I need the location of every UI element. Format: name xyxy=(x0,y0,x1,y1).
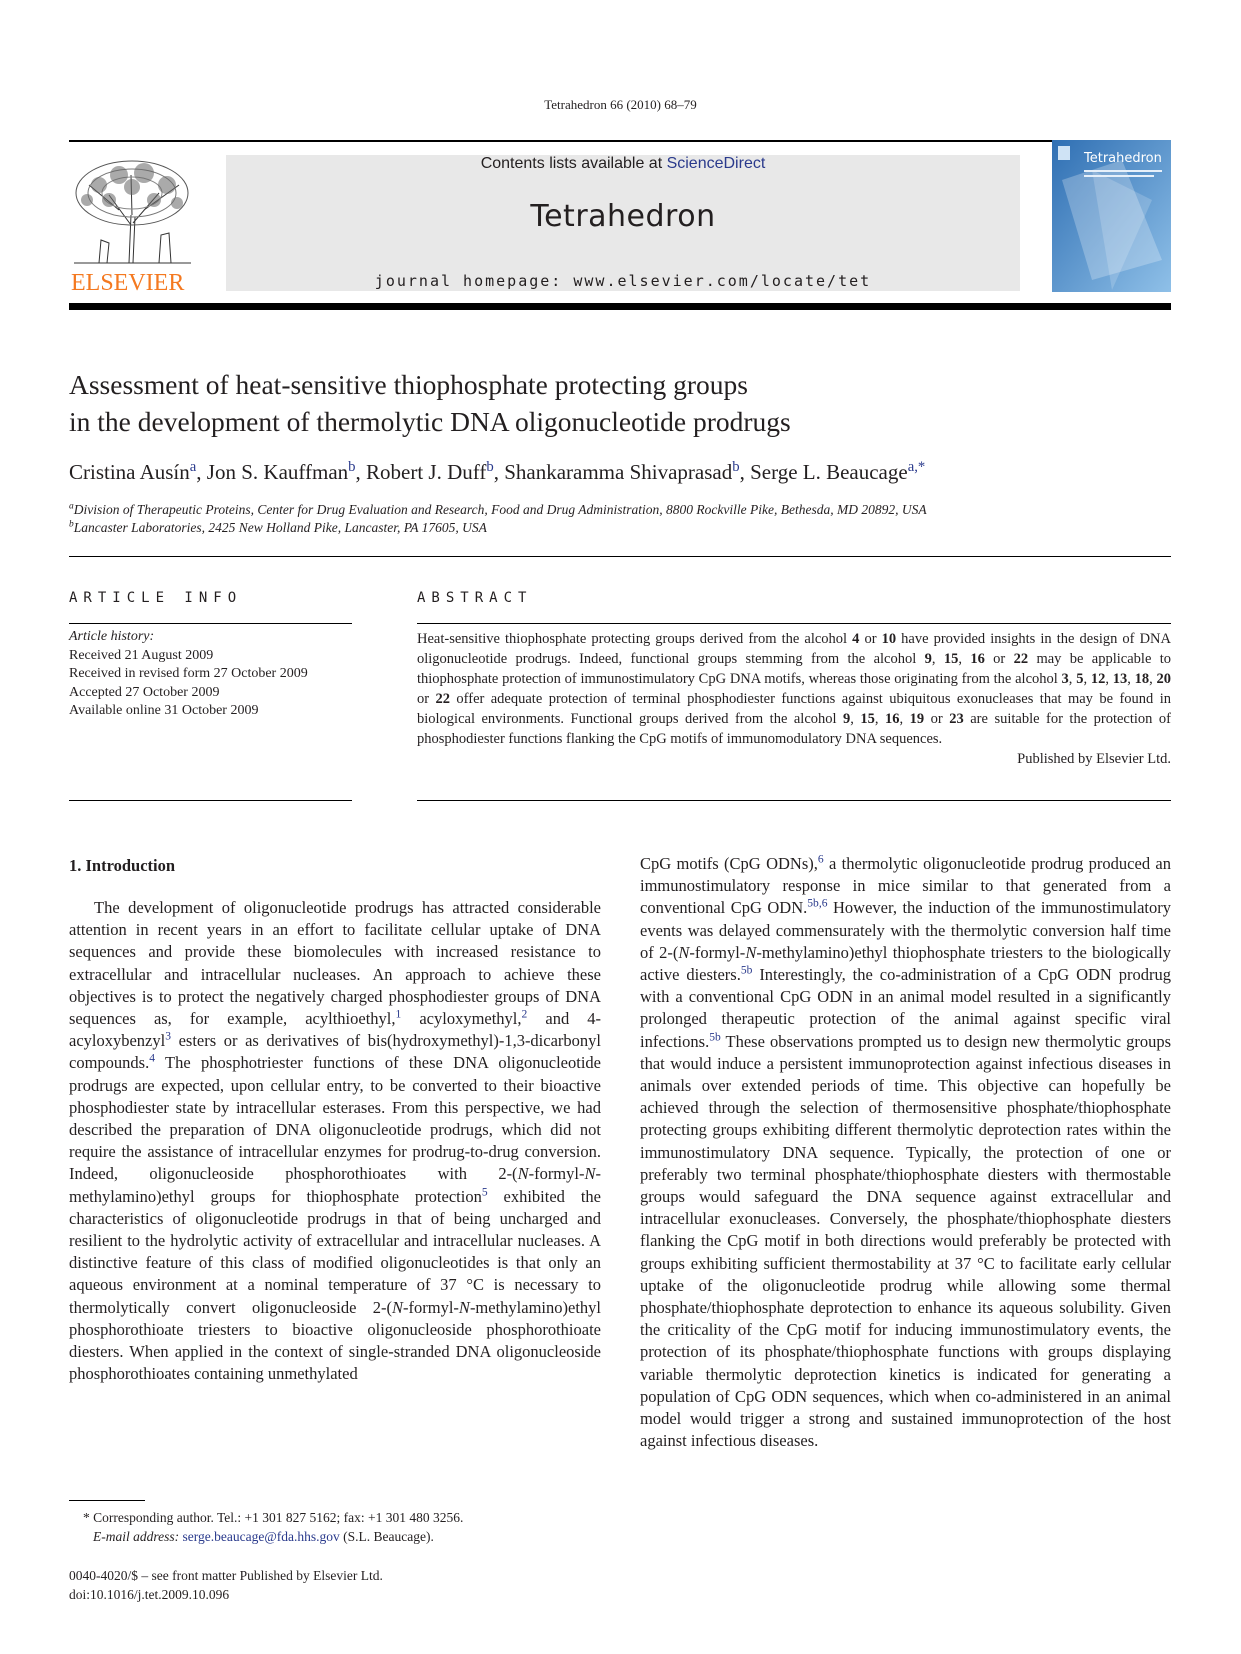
section-heading-introduction: 1. Introduction xyxy=(69,856,176,875)
doi[interactable]: doi:10.1016/j.tet.2009.10.096 xyxy=(69,1587,230,1602)
email-link[interactable]: serge.beaucage@fda.hhs.gov xyxy=(182,1529,340,1544)
abstract-heading: ABSTRACT xyxy=(417,590,533,606)
footnote-rule xyxy=(69,1500,145,1501)
affiliation-b: $^b$Lancaster Laboratories, 2425 New Holland Pike, Lancaster, PA 17605, USA xyxy=(69,519,487,535)
author: Shankaramma Shivaprasad xyxy=(504,460,733,484)
author: Robert J. Duff xyxy=(366,460,487,484)
author-list: Cristina Ausín$^a$, Jon S. Kauffman$^b$, Robert J. Duff$^b$, Shankaramma Shivaprasad$^b$, Serge L. Beaucage$^{a,*}$ xyxy=(69,459,926,484)
author: Serge L. Beaucage xyxy=(750,460,908,484)
body-column-left: The development of oligonucleotide prodrugs has attracted considerable attention in recent years in an effort to facilitate cellular uptake of DNA sequences and provide these biomolecules with increased resistance to extracellular and intracellular nucleases. An approach to achieve these objectives is to protect the negatively charged phosphodiester groups of DNA sequences as, for example, acylthioethyl,$^1$ acyloxymethyl,$^2$ and 4-acyloxybenzyl$^3$ esters or as derivatives of bis(hydroxymethyl)-1,3-dicarbonyl compounds.$^4$ The phosphotriester functions of these DNA oligonucleotide prodrugs are expected, upon cellular entry, to be converted to their bioactive phosphodiester state by intracellular esterases. From this perspective, we had described the preparation of DNA oligonucleotide prodrugs, which did not require the assistance of intracellular enzymes for prodrug-to-drug conversion. Indeed, oligonucleoside phosphorothioates with 2-(N-formyl-N-methylamino)ethyl groups for thiophosphate protection$^5$ exhibited the characteristics of oligonucleotide prodrugs in that of being uncharged and resilient to the hydrolytic activity of extracellular and intracellular nucleases. A distinctive feature of this class of modified oligonucleotides is that only an aqueous environment at a nominal temperature of 37 °C is necessary to thermolytically convert oligonucleoside 2-(N-formyl-N-methylamino)ethyl phosphorothioate triesters to bioactive oligonucleoside phosphorothioate diesters. When applied in the context of single-stranded DNA oligonucleoside phosphorothioates containing unmethylated xyxy=(69,898,601,1384)
abstract-text: Heat-sensitive thiophosphate protecting groups derived from the alcohol 4 or 10 have provided insights in the design of DNA oligonucleotide prodrugs. Indeed, functional groups stemming from the alcohol 9, 15, 16 or 22 may be applicable to thiophosphate protection of immunostimulatory CpG DNA motifs, whereas those originating from the alcohol 3, 5, 12, 13, 18, 20 or 22 offer adequate protection of terminal phosphodiester functions against ubiquitous exonucleases that may be found in biological environments. Functional groups derived from the alcohol 9, 15, 16, 19 or 23 are suitable for the protection of phosphodiester functions flanking the CpG motifs of immunomodulatory DNA sequences. Published by Elsevier Ltd. xyxy=(417,631,1172,767)
contents-line: Contents lists available at ScienceDirect xyxy=(480,155,766,172)
svg-text:Tetrahedron: Tetrahedron xyxy=(1084,151,1162,166)
published-by: Published by Elsevier Ltd. xyxy=(1017,751,1171,767)
footnote: * Corresponding author. Tel.: +1 301 827 5162; fax: +1 301 480 3256. E-mail address: serge.beaucage@fda.hhs.gov (S.L. Beaucage). xyxy=(83,1510,464,1544)
history-item: Available online 31 October 2009 xyxy=(69,703,259,718)
cover-image xyxy=(1052,140,1171,292)
header-rule xyxy=(69,140,1171,142)
author: Cristina Ausín xyxy=(69,460,190,484)
sciencedirect-link[interactable]: ScienceDirect xyxy=(666,155,766,172)
elsevier-logo xyxy=(69,155,196,295)
svg-text:ELSEVIER: ELSEVIER xyxy=(71,270,185,295)
journal-banner xyxy=(226,155,1020,291)
journal-cover xyxy=(1052,140,1171,292)
journal-title: Tetrahedron xyxy=(530,199,716,234)
history-item: Received 21 August 2009 xyxy=(69,647,214,663)
article-history: Article history: Received 21 August 2009 Received in revised form 27 October 2009 Accepted 27 October 2009 Available online 31 October 2009 xyxy=(69,628,359,721)
history-item: Accepted 27 October 2009 xyxy=(69,684,220,700)
elsevier-tree-icon xyxy=(69,155,196,295)
front-matter-footer: 0040-4020/$ – see front matter Published by Elsevier Ltd. doi:10.1016/j.tet.2009.10.096 xyxy=(69,1568,383,1602)
article-info-heading: ARTICLE INFO xyxy=(69,590,243,606)
abstract-rule-bottom xyxy=(417,800,1171,801)
section-rule xyxy=(69,556,1171,557)
affiliation-a: $^a$Division of Therapeutic Proteins, Center for Drug Evaluation and Research, Food and Drug Administration, 8800 Rockville Pike, Bethesda, MD 20892, USA xyxy=(69,501,927,517)
history-item: Received in revised form 27 October 2009 xyxy=(69,666,308,681)
header-thick-rule xyxy=(69,303,1171,310)
abstract-rule-top xyxy=(417,623,1171,624)
info-rule-top xyxy=(69,623,352,624)
author: Jon S. Kauffman xyxy=(206,460,349,484)
article-title: Assessment of heat-sensitive thiophosphate protecting groups in the development of thermolytic DNA oligonucleotide prodrugs xyxy=(69,369,791,437)
journal-homepage[interactable]: journal homepage: www.elsevier.com/locate/tet xyxy=(374,272,872,290)
info-rule-bottom xyxy=(69,800,352,801)
journal-citation: Tetrahedron 66 (2010) 68–79 xyxy=(544,97,697,112)
body-column-right: CpG motifs (CpG ODNs),$^6$ a thermolytic oligonucleotide prodrug produced an immunostimulatory response in mice similar to that generated from a conventional CpG ODN.$^{5b,6}$ However, the induction of the immunostimulatory events was delayed commensurately with the thermolytic conversion half time of 2-(N-formyl-N-methylamino)ethyl thiophosphate triesters to the biologically active diesters.$^{5b}$ Interestingly, the co-administration of a CpG ODN prodrug with a conventional CpG ODN in an animal model resulted in a significantly prolonged therapeutic protection of the animal against specific viral infections.$^{5b}$ These observations prompted us to design new thermolytic groups that would induce a persistent immunoprotection against infectious diseases in animals over extended periods of time. This objective can hopefully be achieved through the selection of thermosensitive phosphate/thiophosphate protecting groups exhibiting different thermolytic deprotection rates within the immunostimulatory DNA sequence. Typically, the protection of one or preferably two terminal phosphate/thiophosphate diesters with thermostable groups would safeguard the DNA sequence against extracellular and intracellular exonucleases. Conversely, the phosphate/thiophosphate diesters flanking the CpG motif in both directions would preferably be protected with groups exhibiting sufficient thermostability at 37 °C to facilitate early cellular uptake of the oligonucleotide prodrug while allowing some thermal phosphate/thiophosphate deprotection to enhance its aqueous solubility. Given the criticality of the CpG motif for inducing immunostimulatory events, the protection of its phosphate/thiophosphate functions with groups displaying variable thermolytic deprotection kinetics is indicated for generating a population of CpG ODN sequences, which when co-administered in an animal model would trigger a strong and sustained immunoprotection of the host against infectious diseases. xyxy=(640,853,1171,1451)
